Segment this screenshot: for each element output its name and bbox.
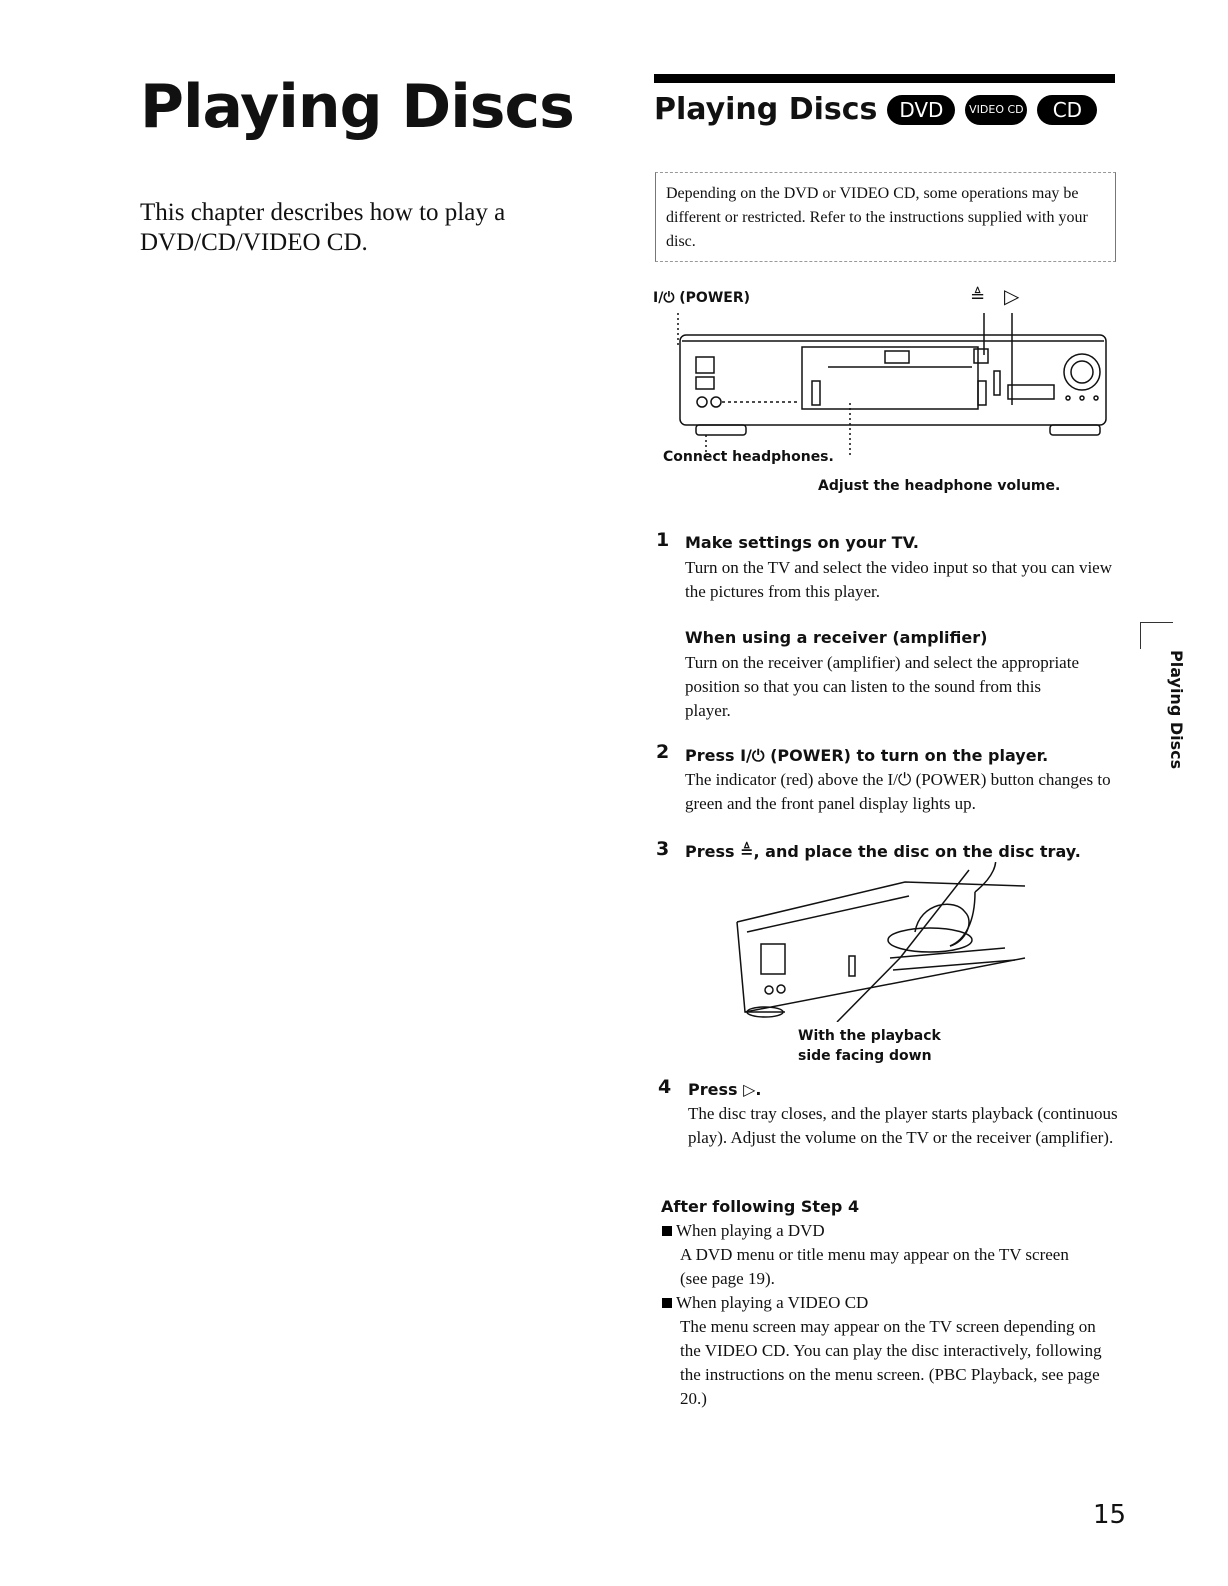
caption-headphone-volume: Adjust the headphone volume. xyxy=(818,478,1061,494)
chapter-description: This chapter describes how to play a DVD/CD/VIDEO CD. xyxy=(140,199,506,256)
side-tab xyxy=(1164,650,1188,780)
video-cd-badge-icon: VIDEO CD xyxy=(965,95,1027,125)
after-step-heading: After following Step 4 xyxy=(661,1197,860,1216)
step-2-body: The indicator (red) above the I/⏻ (POWER) button changes to green and the front panel display lights up. xyxy=(685,770,1111,813)
power-label: I/⏻ (POWER) xyxy=(653,290,751,306)
bullet-icon xyxy=(662,1226,672,1236)
step-2-heading: Press I/⏻ (POWER) to turn on the player. xyxy=(685,746,1049,765)
after-item-2-heading: When playing a VIDEO CD xyxy=(676,1293,869,1312)
disc-tray-illustration xyxy=(725,862,1035,1022)
bullet-icon xyxy=(662,1298,672,1308)
section-title-text: Playing Discs xyxy=(654,92,878,127)
header-rule xyxy=(654,74,1115,83)
side-tab-label: Playing Discs xyxy=(1167,650,1186,770)
caption-connect-headphones: Connect headphones. xyxy=(663,449,834,465)
receiver-body: Turn on the receiver (amplifier) and select the appropriate position so that you can listen to the sound from this player. xyxy=(685,653,1079,720)
step-4-heading: Press ▷. xyxy=(688,1080,762,1099)
page-number: 15 xyxy=(1093,1500,1127,1530)
step-1-number: 1 xyxy=(656,529,670,551)
section-title xyxy=(654,92,1097,127)
dvd-player-front-illustration xyxy=(650,305,1120,455)
step-2-number: 2 xyxy=(656,741,670,763)
play-icon: ▷ xyxy=(1004,284,1020,308)
step-3-heading: Press ≜, and place the disc on the disc tray. xyxy=(685,842,1081,861)
chapter-title: Playing Discs xyxy=(140,72,574,142)
step-1-heading: Make settings on your TV. xyxy=(685,533,919,552)
step-4-body: The disc tray closes, and the player starts playback (continuous play). Adjust the volume on the TV or the receiver (amplifier). xyxy=(688,1104,1118,1147)
side-tab-bracket xyxy=(1140,622,1173,649)
step-1-body: Turn on the TV and select the video input so that you can view the pictures from this player. xyxy=(685,558,1112,601)
after-item-1-body: A DVD menu or title menu may appear on the TV screen (see page 19). xyxy=(680,1245,1069,1288)
note-text: Depending on the DVD or VIDEO CD, some operations may be different or restricted. Refer to the instructions supplied with your disc. xyxy=(666,185,1088,250)
caption-playback-side: With the playback side facing down xyxy=(798,1028,941,1064)
eject-icon: ≜ xyxy=(970,286,986,307)
receiver-subheading: When using a receiver (amplifier) xyxy=(685,628,988,647)
cd-badge-icon: CD xyxy=(1037,95,1097,125)
step-4-number: 4 xyxy=(658,1076,672,1098)
dvd-badge-icon: DVD xyxy=(887,95,955,125)
after-item-1-heading: When playing a DVD xyxy=(676,1221,825,1240)
after-item-2-body: The menu screen may appear on the TV screen depending on the VIDEO CD. You can play the disc interactively, following the instructions on the menu screen. (PBC Playback, see page 20.) xyxy=(680,1317,1102,1408)
step-3-number: 3 xyxy=(656,838,670,860)
